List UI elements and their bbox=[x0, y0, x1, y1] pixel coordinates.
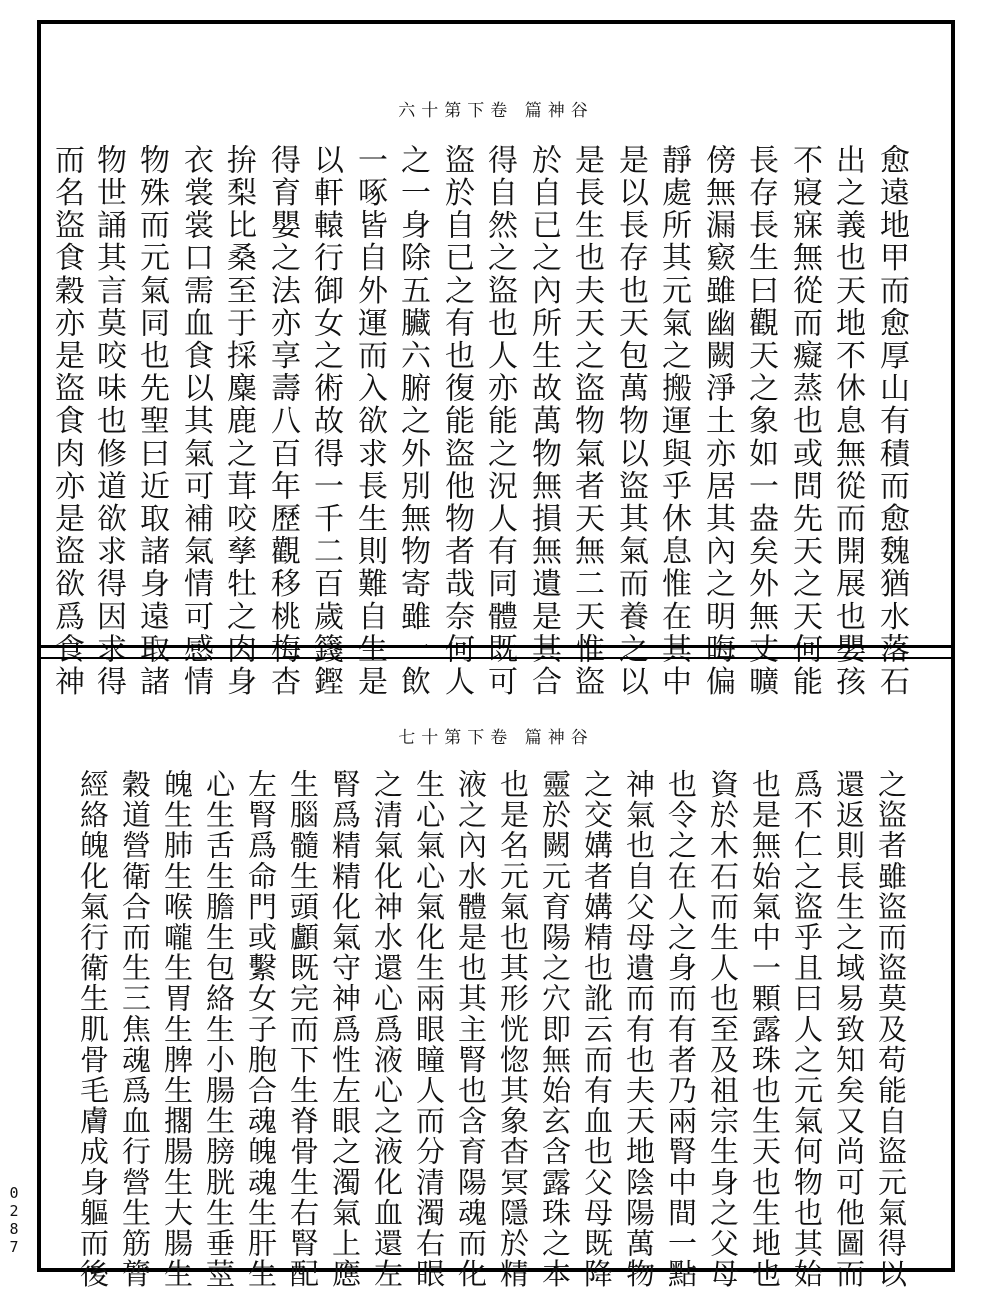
text-column: 左腎爲命門或繫女子胞合魂魄魂生肝生 bbox=[244, 769, 278, 1290]
text-column: 物世誦其言莫咬味也修道欲求得因求得 bbox=[91, 144, 126, 699]
page-frame bbox=[37, 20, 955, 1290]
bottom-panel bbox=[41, 659, 951, 1290]
text-column: 魄生肺生喉嚨生胃生脾生擱腸生大腸生 bbox=[160, 769, 194, 1290]
text-column: 愈遠地甲而愈厚山有積而愈魏猶水落石 bbox=[874, 144, 909, 699]
text-column: 是長生也夫天之盜物氣者天無二天惟盜 bbox=[569, 144, 604, 699]
bottom-panel-header: 七十第下卷 篇神谷 bbox=[398, 728, 594, 748]
text-column: 爲不仁之盜乎且曰人之元氣何物也其始 bbox=[790, 769, 824, 1290]
text-column: 得自然之盜也人亦能之況人有同體既可 bbox=[482, 144, 517, 699]
text-column: 得育嬰之法亦享壽八百年歷觀移桃梅杏 bbox=[265, 144, 300, 699]
text-column: 一啄皆自外運而入欲求長生則難自生是 bbox=[352, 144, 387, 699]
text-column: 衣裳裳口需血食以其氣可補氣情可感情 bbox=[178, 144, 213, 699]
panel-divider bbox=[41, 645, 951, 659]
text-column: 是以長存也天包萬物以盜其氣而養之以 bbox=[613, 144, 648, 699]
text-column: 之交媾者媾精也訛云而有血也父母既降 bbox=[580, 769, 614, 1290]
text-column: 拚梨比桑至于採麋鹿之茸咬孳牡之肉身 bbox=[221, 144, 256, 699]
text-column: 神氣也自父母遺而有也夫天地陰陽萬物 bbox=[622, 769, 656, 1290]
text-column: 之一身除五臟六腑之外別無物寄雖一飲 bbox=[395, 144, 430, 699]
text-column: 長存長生曰觀天之象如一盎矣外無丈曠 bbox=[743, 144, 778, 699]
text-column: 也令之在人之身而有者乃兩腎中間一點 bbox=[664, 769, 698, 1290]
text-column: 不寢寐無從而癡蒸也或問先天之天何能 bbox=[787, 144, 822, 699]
text-column: 也是名元氣也其形恍惚其象杳冥隱於精 bbox=[496, 769, 530, 1290]
text-column: 靜處所其元氣之搬運與乎休息惟在其中 bbox=[656, 144, 691, 699]
text-column: 經絡魄化氣行衛生肌骨毛膚成身軀而後 bbox=[76, 769, 110, 1290]
text-column: 心生舌生膽生包絡生小腸生膀胱生垂莖 bbox=[202, 769, 236, 1290]
text-column: 液之內水體是也其主腎也含育陽魂而化 bbox=[454, 769, 488, 1290]
top-panel bbox=[41, 24, 951, 699]
text-column: 傍無漏窽雖幽闕淨土亦居其內之明晦偏 bbox=[700, 144, 735, 699]
text-column: 出之義也天地不休息無從而開展也嬰孩 bbox=[830, 144, 865, 699]
text-column: 之清氣化神水還心爲液心之液化血還左 bbox=[370, 769, 404, 1290]
text-column: 盜於自已之有也復能盜他物者哉奈何人 bbox=[439, 144, 474, 699]
page-number: 0287 bbox=[5, 1184, 23, 1256]
text-column: 資於木石而生人也至及祖宗生身之父母 bbox=[706, 769, 740, 1290]
text-column: 生心氣心氣化生兩眼瞳人而分清濁右眼 bbox=[412, 769, 446, 1290]
text-column: 以軒轅行御女之術故得一千二百歲籛鏗 bbox=[308, 144, 343, 699]
text-column: 物殊而元氣同也先聖曰近取諸身遠取諸 bbox=[134, 144, 169, 699]
text-column: 也是無始氣中一顆露珠也生天也生地也 bbox=[748, 769, 782, 1290]
text-column: 還返則長生之域易致知矣又尚可他圖而 bbox=[832, 769, 866, 1290]
text-column: 之盜者雖盜而盜莫及苟能自盜元氣得以 bbox=[874, 769, 908, 1290]
top-panel-header: 六十第下卷 篇神谷 bbox=[398, 101, 594, 121]
text-column: 腎爲精精化氣守神爲性左眼之濁氣上應 bbox=[328, 769, 362, 1290]
text-column: 而名盜食穀亦是盜食肉亦是盜欲爲食神 bbox=[49, 144, 84, 699]
text-column: 於自已之內所生故萬物無損無遺是其合 bbox=[526, 144, 561, 699]
text-column: 生腦髓生頭顱既完而下生脊骨生右腎配 bbox=[286, 769, 320, 1290]
text-column: 穀道營衛合而生三焦魂爲血行營生筋膂 bbox=[118, 769, 152, 1290]
text-column: 靈於闕元育陽之穴即無始玄含露珠之本 bbox=[538, 769, 572, 1290]
